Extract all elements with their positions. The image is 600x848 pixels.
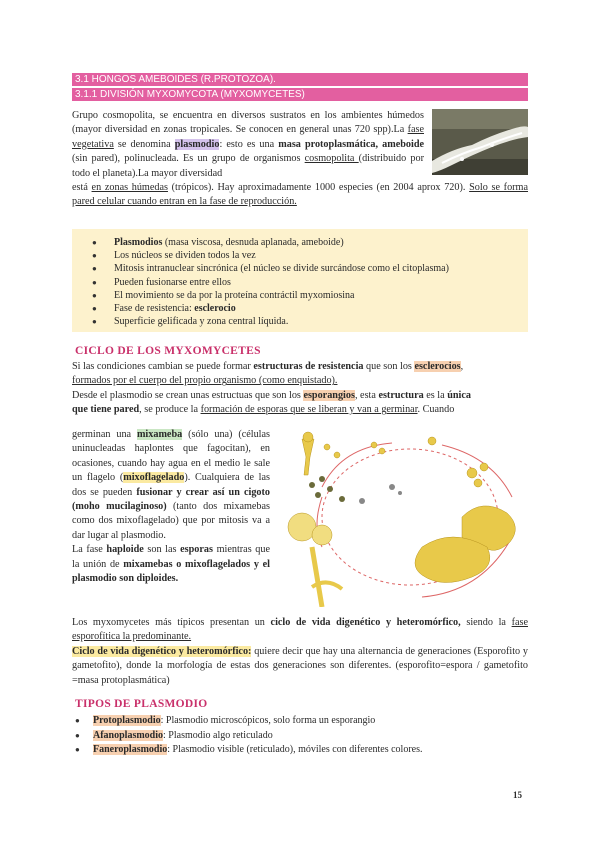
feature-item: ● Plasmodios (masa viscosa, desnuda aplanada, ameboide) xyxy=(92,236,449,249)
section-band-hongos: 3.1 HONGOS AMEBOIDES (R.PROTOZOA). xyxy=(72,73,528,86)
tipo-item: ● Afanoplasmodio: Plasmodio algo reticulado xyxy=(75,729,423,744)
ciclo-paragraph-2: germinan una mixameba (sólo una) (células uninucleadas haplontes que fagocitan), en ocasiones, cuando hay agua en el medio le sale un flagelo (mixoflagelado). Cualquiera de las dos se pueden fusionar y crear así un cigoto (moho mucilaginoso) (tanto dos mixamebas como dos mixoflagelado) que por mitosis va a dar lugar al plasmodio. La fase haploide son las esporas mientras que la unión de mixamebas o mixoflagelados y el plasmodio son diploides. xyxy=(72,429,271,585)
feature-item: ● Fase de resistencia: esclerocio xyxy=(92,302,449,315)
myxomycete-life-cycle-diagram xyxy=(282,427,532,607)
feature-item: ● Superficie gelificada y zona central líquida. xyxy=(92,315,449,328)
tipos-heading: TIPOS DE PLASMODIO xyxy=(75,698,208,710)
plasmodio-features-box xyxy=(72,229,528,332)
plasmodium-photo xyxy=(432,109,528,175)
feature-item: ● Mitosis intranuclear sincrónica (el núcleo se divide surcándose como el citoplasma) xyxy=(92,262,449,275)
tipo-item: ● Faneroplasmodio: Plasmodio visible (reticulado), móviles con diferentes colores. xyxy=(75,743,423,758)
section-band-division: 3.1.1 DIVISIÓN MYXOMYCOTA (MYXOMYCETES) xyxy=(72,88,528,101)
ciclo-paragraph-3: Los myxomycetes más típicos presentan un ciclo de vida digenético y heteromórfico, siendo la fase esporofítica la predominante. Ciclo de vida digenético y heteromórfico: quiere decir que hay una alternancia de generaciones (Esporofito y gametofito), donde la morfología de estas dos generaciones son diferentes. (esporofito=espora / gametofito =masa protoplasmática) xyxy=(72,617,528,686)
ciclo-paragraph-1: Si las condiciones cambian se puede formar estructuras de resistencia que son los esclerocios, formados por el cuerpo del propio organismo (como enquistado). Desde el plasmodio se crean unas estructuas que son los esporangios, esta estructura es la única que tiene pared, se produce la formación de esporas que se liberan y van a germinar. Cuando xyxy=(72,361,471,416)
ciclo-heading: CICLO DE LOS MYXOMYCETES xyxy=(75,345,261,357)
page-number: 15 xyxy=(513,790,522,800)
intro-paragraph: Grupo cosmopolita, se encuentra en diversos sustratos en los ambientes húmedos (mayor diversidad en zonas tropicales. Se conocen en general unas 720 spp).La fase vegetativa se denomina plasmodio: esto es una masa protoplasmática, ameboide (sin pared), polinucleada. Es un grupo de organismos cosmopolita (distribuido por todo el planeta).La mayor diversidad xyxy=(72,110,425,179)
feature-item: ● Pueden fusionarse entre ellos xyxy=(92,276,449,289)
features-list xyxy=(92,236,449,328)
intro-paragraph-continued: está en zonas húmedas (trópicos). Hay aproximadamente 1000 especies (en 2004 aprox 720). Solo se forma pared celular cuando entran en la fase de reproducción. xyxy=(72,182,529,208)
tipos-list xyxy=(75,714,423,758)
feature-item: ● El movimiento se da por la proteína contráctil myxomiosina xyxy=(92,289,449,302)
tipo-item: ● Protoplasmodio: Plasmodio microscópicos, solo forma un esporangio xyxy=(75,714,423,729)
feature-item: ● Los núcleos se dividen todos la vez xyxy=(92,249,449,262)
